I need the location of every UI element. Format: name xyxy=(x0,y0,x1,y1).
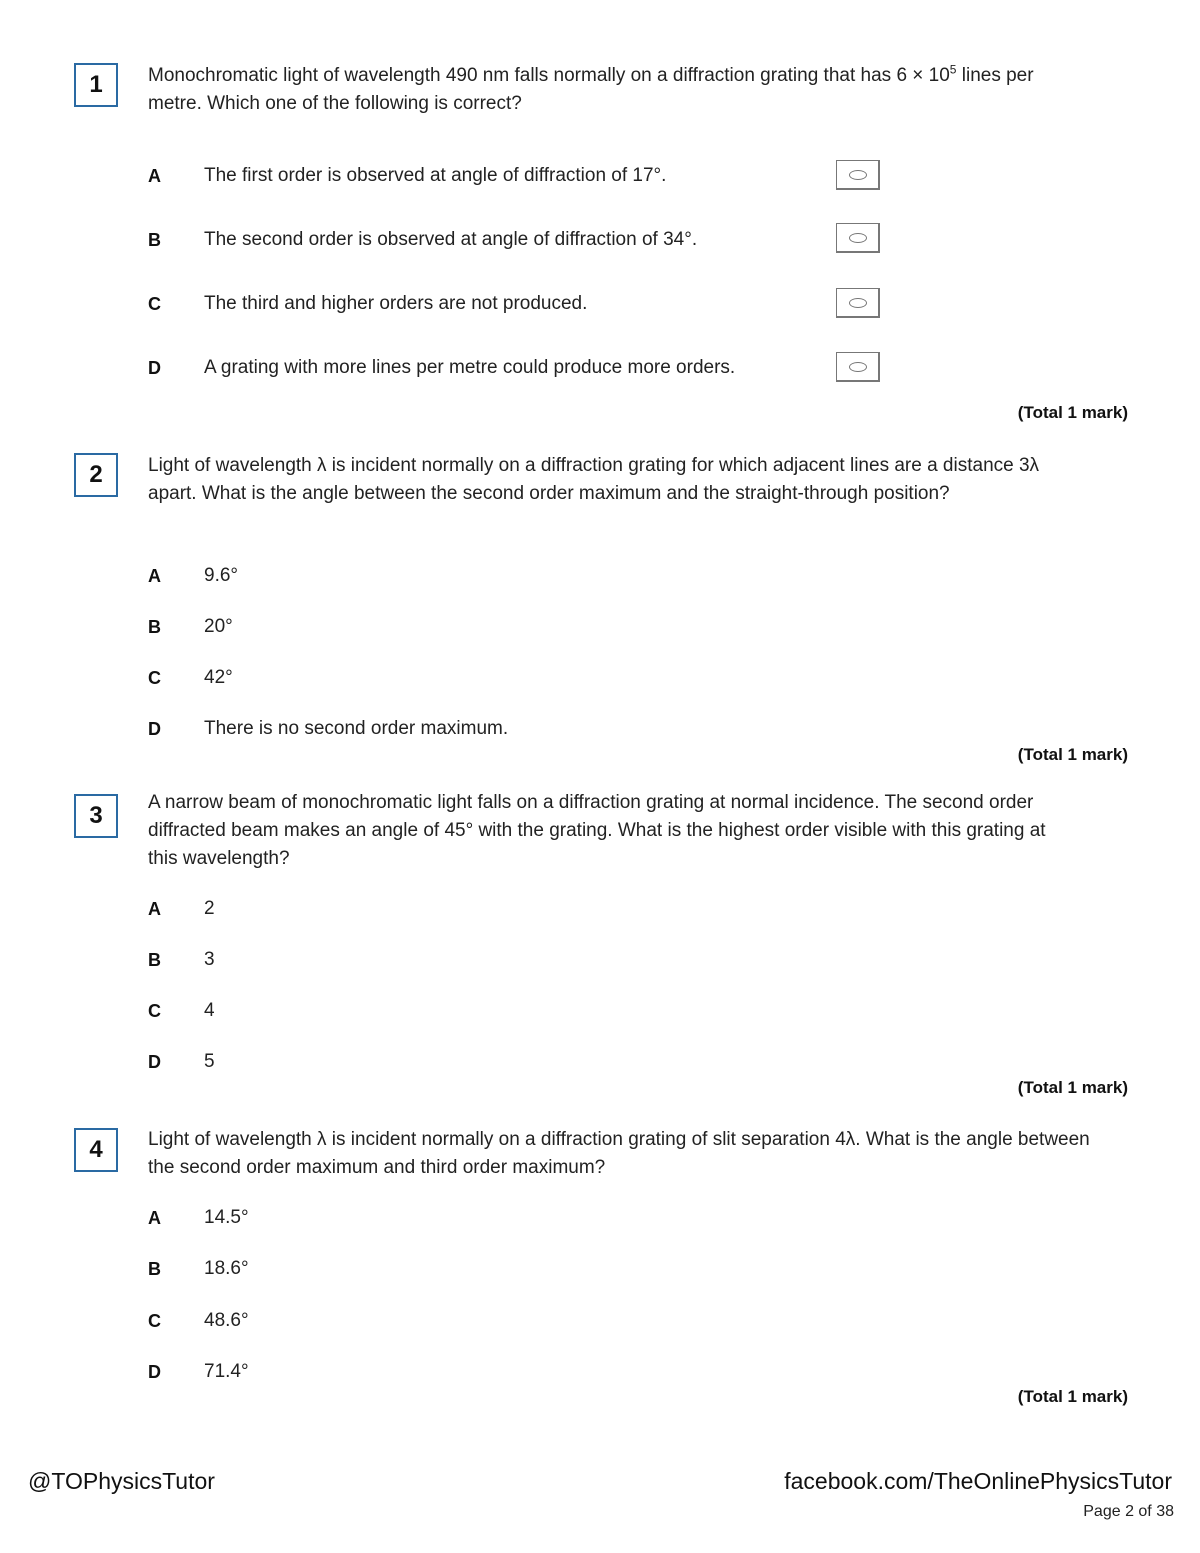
footer-twitter-handle: @TOPhysicsTutor xyxy=(28,1468,215,1494)
option-text: 71.4° xyxy=(204,1361,249,1382)
question-1-total-mark: (Total 1 mark) xyxy=(1017,403,1128,422)
option-text: 3 xyxy=(204,949,215,970)
option-text: There is no second order maximum. xyxy=(204,718,509,739)
option-letter: D xyxy=(148,1362,161,1382)
question-1-option-d-answer-box[interactable] xyxy=(836,352,880,382)
option-text: 14.5° xyxy=(204,1207,249,1228)
option-letter: B xyxy=(148,950,161,970)
option-letter: C xyxy=(148,1311,161,1331)
option-text: 2 xyxy=(204,898,215,919)
option-text: 48.6° xyxy=(204,1310,249,1331)
option-text: 9.6° xyxy=(204,565,239,586)
option-text: 5 xyxy=(204,1051,215,1072)
answer-bubble-icon xyxy=(849,362,867,372)
option-text: The third and higher orders are not produced. xyxy=(204,293,588,314)
option-letter: A xyxy=(148,166,161,186)
option-letter: C xyxy=(148,668,161,688)
question-number-4: 4 xyxy=(74,1128,118,1172)
question-3-total-mark: (Total 1 mark) xyxy=(1017,1078,1128,1097)
option-text: The first order is observed at angle of diffraction of 17°. xyxy=(204,165,667,186)
question-1-option-b-answer-box[interactable] xyxy=(836,223,880,253)
option-letter: A xyxy=(148,1208,161,1228)
option-text: 18.6° xyxy=(204,1258,249,1279)
option-letter: B xyxy=(148,1259,161,1279)
option-letter: D xyxy=(148,358,161,378)
question-1-stem-part-1: Monochromatic light of wavelength 490 nm falls normally on a diffraction grating that has 6 × 10 xyxy=(148,65,950,86)
option-text: A grating with more lines per metre could produce more orders. xyxy=(204,357,736,378)
option-letter: C xyxy=(148,1001,161,1021)
option-letter: C xyxy=(148,294,161,314)
question-1-stem xyxy=(148,62,1088,118)
option-text: 20° xyxy=(204,616,233,637)
question-1-option-a-answer-box[interactable] xyxy=(836,160,880,190)
option-text: The second order is observed at angle of diffraction of 34°. xyxy=(204,229,698,250)
option-letter: B xyxy=(148,230,161,250)
page-number: Page 2 of 38 xyxy=(1083,1503,1174,1520)
question-2-stem: Light of wavelength λ is incident normally on a diffraction grating for which adjacent lines are a distance 3λ apart. What is the angle between the second order maximum and the straight-through position? xyxy=(148,455,1040,504)
question-4-stem: Light of wavelength λ is incident normally on a diffraction grating of slit separation 4λ. What is the angle between the second order maximum and third order maximum? xyxy=(148,1129,1090,1178)
answer-bubble-icon xyxy=(849,298,867,308)
option-letter: D xyxy=(148,719,161,739)
option-letter: A xyxy=(148,899,161,919)
option-letter: B xyxy=(148,617,161,637)
footer-facebook-link: facebook.com/TheOnlinePhysicsTutor xyxy=(784,1468,1172,1494)
question-2-total-mark: (Total 1 mark) xyxy=(1017,745,1128,764)
question-4-total-mark: (Total 1 mark) xyxy=(1017,1387,1128,1406)
option-letter: D xyxy=(148,1052,161,1072)
question-number-3: 3 xyxy=(74,794,118,838)
question-1-option-c-answer-box[interactable] xyxy=(836,288,880,318)
question-1-stem-exponent: 5 xyxy=(949,62,957,77)
answer-bubble-icon xyxy=(849,233,867,243)
option-letter: A xyxy=(148,566,161,586)
option-text: 4 xyxy=(204,1000,215,1021)
question-3-stem: A narrow beam of monochromatic light falls on a diffraction grating at normal incidence. The second order diffracted beam makes an angle of 45° with the grating. What is the highest order visible with this grating at this wavelength? xyxy=(148,792,1046,869)
question-number-1: 1 xyxy=(74,63,118,107)
option-text: 42° xyxy=(204,667,233,688)
question-1-stem-part-2: lines per metre. Which one of the following is correct? xyxy=(148,65,1034,114)
question-number-2: 2 xyxy=(74,453,118,497)
answer-bubble-icon xyxy=(849,170,867,180)
